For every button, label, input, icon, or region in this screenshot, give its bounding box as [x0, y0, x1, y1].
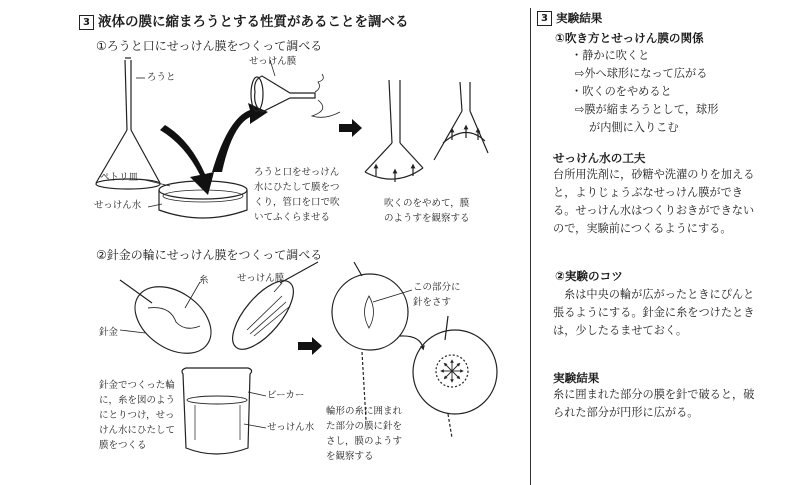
- right-arrow-2: [298, 337, 322, 355]
- sub1-line: が内側に入りこむ: [589, 121, 679, 134]
- label-soap-water-2: せっけん水: [267, 422, 315, 433]
- caption-dip-line: 水にひたして膜をつ: [254, 182, 340, 193]
- caption-make-line: に，糸を図のよう: [99, 395, 176, 406]
- column-divider: [530, 8, 531, 485]
- petri-dish-illustration: [145, 180, 247, 218]
- caption-pierce-line: 輪形の糸に囲まれ: [326, 406, 403, 417]
- result2-text: 糸に囲まれた部分の膜を針で破ると，破られた部分が円形に広がる。: [553, 388, 755, 419]
- beaker-illustration: [182, 368, 266, 454]
- label-pierce-line: 針をさす: [413, 297, 452, 308]
- caption-make-line: 膜をつくる: [99, 440, 147, 451]
- sub1-title: ①吹き方とせっけん膜の関係: [555, 31, 704, 45]
- label-pierce-line: この部分に: [413, 282, 461, 293]
- caption-dip-line: ろうと口をせっけん: [254, 167, 340, 178]
- sub1-line: ⇨外へ球形になって広がる: [575, 67, 708, 80]
- right-section-title: [537, 10, 602, 26]
- caption-pierce-line: を観察する: [326, 451, 374, 462]
- right-section-number: 3: [537, 11, 552, 26]
- left-title-text: 液体の膜に縮まろうとする性質があることを調べる: [98, 14, 409, 30]
- label-beaker: ビーカー: [267, 390, 305, 401]
- part2-heading: ②針金の輪にせっけん膜をつくって調べる: [96, 248, 323, 262]
- left-section-title: [79, 10, 409, 30]
- label-petri-dish: ペトリ皿: [100, 172, 139, 183]
- caption-make-line: けん水にひたして: [99, 425, 176, 436]
- caption-observe-line: 吹くのをやめて，膜: [384, 198, 470, 209]
- label-soap-film-1: せっけん膜: [249, 56, 297, 67]
- caption-observe-line: のようすを観察する: [384, 213, 470, 224]
- label-funnel: ろうと: [147, 72, 176, 83]
- sub2-text: 糸は中央の輪が広がったときにぴんと張るようにする。針金に糸をつけたときは，少したるませておく。: [553, 288, 755, 337]
- observe-funnels-illustration: [365, 80, 488, 182]
- label-pierce-here: [413, 280, 483, 310]
- sub1-line: ・吹くのをやめると: [571, 85, 672, 98]
- sub1-line: ・静かに吹くと: [571, 49, 650, 62]
- caption-make-film: [99, 378, 184, 453]
- part1-heading: ①ろうと口にせっけん膜をつくって調べる: [96, 39, 323, 53]
- caption-dip: [254, 165, 349, 225]
- caption-pierce-line: さし，膜のようす: [326, 436, 403, 447]
- caption-dip-line: いてふくらませる: [254, 212, 331, 223]
- caption-make-line: にとりつけ，せっ: [99, 410, 175, 421]
- results-title: 実験結果: [556, 11, 603, 25]
- caption-pierce-line: た部分の膜に針を: [326, 421, 403, 432]
- sub2-title: ②実験のコツ: [555, 269, 623, 283]
- tips-title: せっけん水の工夫: [553, 151, 646, 165]
- caption-dip-line: くり，管口を口で吹: [254, 197, 340, 208]
- wire-loop-illustration: [120, 262, 318, 367]
- caption-pierce: [326, 404, 411, 464]
- result2-title: 実験結果: [553, 371, 600, 385]
- tips-text: 台所用洗剤に，砂糖や洗濯のりを加えると，よりじょうぶなせっけん膜ができる。せっけん水はつくりおきができないので，実験前につくるようにする。: [553, 168, 755, 235]
- caption-make-line: 針金でつくった輪: [99, 380, 175, 391]
- right-arrow-1: [339, 119, 362, 137]
- label-soap-film-2: せっけん膜: [237, 273, 285, 284]
- caption-observe: [384, 196, 484, 226]
- left-section-number: 3: [79, 15, 94, 30]
- label-soap-water-1: せっけん水: [94, 200, 142, 211]
- sub1-line: ⇨膜が縮まろうとして，球形: [575, 103, 719, 116]
- label-wire: 針金: [99, 327, 119, 338]
- label-thread: 糸: [199, 275, 209, 286]
